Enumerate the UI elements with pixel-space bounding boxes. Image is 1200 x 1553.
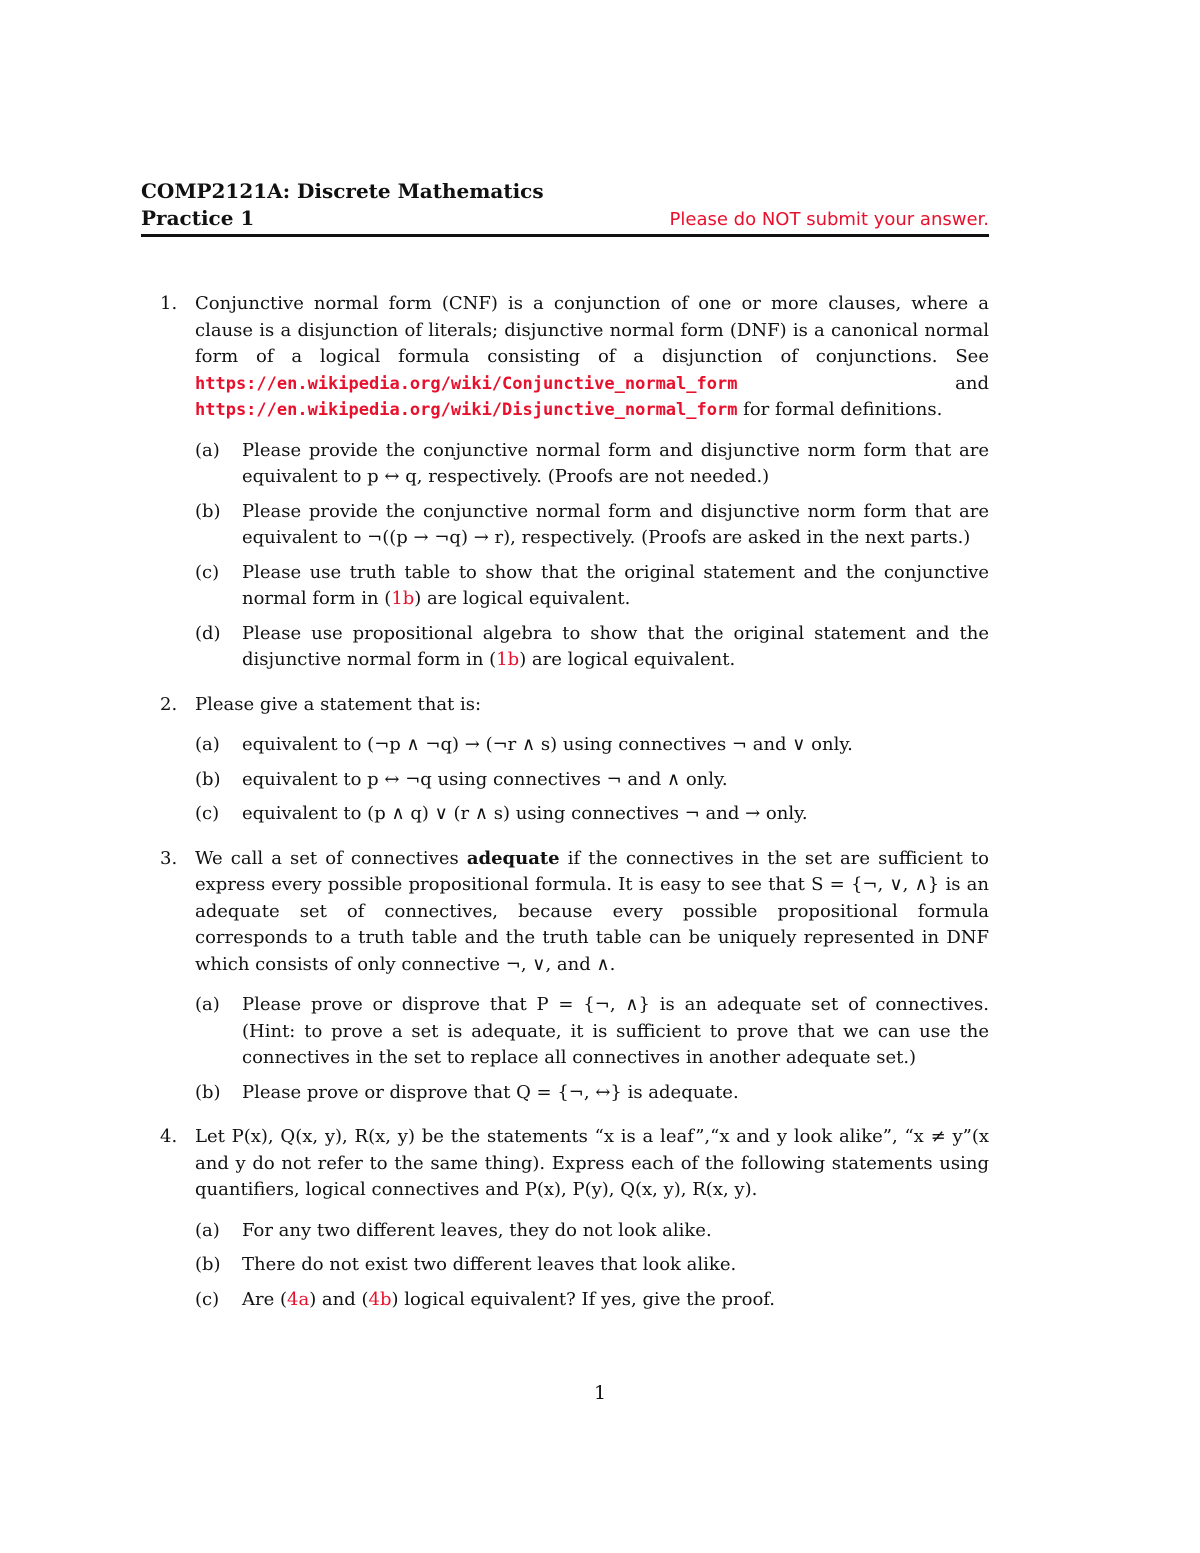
subquestion-1b — [195, 499, 989, 552]
subquestion-label: (a) — [195, 734, 220, 755]
subquestion-label: (b) — [195, 500, 221, 522]
dnf-link[interactable]: https://en.wikipedia.org/wiki/Disjunctive_normal_form — [195, 400, 738, 420]
question-text: Conjunctive normal form (CNF) is a conjunction of one or more clauses, where a clause is a disjunction of literals; disjunctive normal form (DNF) is a canonical normal form of a logical formula consisting of a disjunction of conjunctions. See https://en.wikipedia.org/wiki/Conjunctive_normal_form and https://en.wikipedia.org/wiki/Disjunctive_normal_form for formal definitions. — [195, 293, 989, 420]
subquestion-text: Please use truth table to show that the original statement and the conjunctive normal form in (1b) are logical equivalent. — [242, 561, 989, 609]
subquestion-list — [195, 1218, 989, 1314]
document-header — [141, 178, 989, 237]
subquestion-text: There do not exist two different leaves that look alike. — [242, 1254, 737, 1275]
subquestion-3a — [195, 992, 989, 1072]
header-subrow — [141, 205, 989, 232]
course-title: COMP2121A: Discrete Mathematics — [141, 179, 544, 203]
subquestion-label: (c) — [195, 1288, 220, 1310]
subquestion-text: Please prove or disprove that P = {¬, ∧} is an adequate set of connectives. (Hint: to prove a set is adequate, it is sufficient to prove that we can use the connectives in the set to replace all connectives in another adequate set.) — [242, 994, 989, 1068]
subquestion-list — [195, 732, 989, 828]
question-number: 3. — [160, 847, 178, 869]
submission-notice: Please do NOT submit your answer. — [669, 209, 989, 230]
subquestion-1c — [195, 560, 989, 613]
subquestion-label: (d) — [195, 622, 221, 644]
subquestion-2c — [195, 801, 989, 828]
subquestion-label: (c) — [195, 803, 220, 824]
question-body — [195, 692, 989, 836]
subquestion-text: equivalent to (p ∧ q) ∨ (r ∧ s) using connectives ¬ and → only. — [242, 803, 808, 824]
subquestion-4a — [195, 1218, 989, 1245]
question-number: 2. — [160, 693, 178, 715]
subquestion-text: Please provide the conjunctive normal form and disjunctive norm form that are equivalent to p ↔ q, respectively. (Proofs are not needed.) — [242, 439, 989, 487]
question-list — [160, 291, 989, 1331]
subquestion-list — [195, 992, 989, 1106]
page-number: 1 — [593, 1382, 607, 1404]
subquestion-2a — [195, 732, 989, 759]
subquestion-label: (a) — [195, 1219, 220, 1241]
subquestion-text: equivalent to (¬p ∧ ¬q) → (¬r ∧ s) using connectives ¬ and ∨ only. — [242, 734, 853, 755]
subquestion-text: For any two different leaves, they do not look alike. — [242, 1219, 712, 1241]
question-3 — [160, 846, 989, 1115]
ref-link-1b[interactable]: 1b — [496, 649, 520, 670]
question-body — [195, 291, 989, 682]
question-4 — [160, 1124, 989, 1321]
subquestion-text: equivalent to p ↔ ¬q using connectives ¬ and ∧ only. — [242, 768, 728, 790]
question-2 — [160, 692, 989, 836]
practice-label: Practice 1 — [141, 206, 255, 230]
subquestion-2b — [195, 767, 989, 794]
subquestion-label: (b) — [195, 1254, 221, 1275]
ref-link-4b[interactable]: 4b — [368, 1288, 392, 1310]
ref-link-1b[interactable]: 1b — [391, 588, 415, 609]
subquestion-label: (a) — [195, 439, 220, 461]
question-body — [195, 1124, 989, 1321]
subquestion-list — [195, 438, 989, 674]
subquestion-text: Please prove or disprove that Q = {¬, ↔} is adequate. — [242, 1081, 739, 1103]
ref-link-4a[interactable]: 4a — [287, 1288, 310, 1310]
subquestion-label: (b) — [195, 1081, 221, 1103]
question-number: 4. — [160, 1126, 178, 1147]
question-text: Let P(x), Q(x, y), R(x, y) be the statements “x is a leaf”,“x and y look alike”, “x ≠ y”(x and y do not refer to the same thing). Express each of the following statements using quantifiers, logical connectives and P(x), P(y), Q(x, y), R(x, y). — [195, 1126, 989, 1200]
subquestion-text: Please provide the conjunctive normal form and disjunctive norm form that are equivalent to ¬((p → ¬q) → r), respectively. (Proofs are asked in the next parts.) — [242, 500, 989, 548]
subquestion-4c — [195, 1287, 989, 1314]
question-text: Please give a statement that is: — [195, 693, 482, 715]
question-number: 1. — [160, 293, 178, 314]
adequate-term: adequate — [466, 847, 560, 869]
subquestion-label: (b) — [195, 768, 221, 790]
subquestion-text: Please use propositional algebra to show that the original statement and the disjunctive normal form in (1b) are logical equivalent. — [242, 622, 989, 670]
subquestion-3b — [195, 1080, 989, 1107]
subquestion-label: (a) — [195, 994, 220, 1015]
question-body — [195, 846, 989, 1115]
subquestion-1a — [195, 438, 989, 491]
question-text: We call a set of connectives adequate if the connectives in the set are sufficient to express every possible propositional formula. It is easy to see that S = {¬, ∨, ∧} is an adequate set of connectives, because every possible propositional formula corresponds to a truth table and the truth table can be uniquely represented in DNF which consists of only connective ¬, ∨, and ∧. — [195, 847, 989, 975]
subquestion-1d — [195, 621, 989, 674]
subquestion-label: (c) — [195, 561, 220, 583]
subquestion-text: Are (4a) and (4b) logical equivalent? If yes, give the proof. — [242, 1288, 776, 1310]
subquestion-4b — [195, 1252, 989, 1279]
question-1 — [160, 291, 989, 682]
header-rule — [141, 234, 989, 237]
cnf-link[interactable]: https://en.wikipedia.org/wiki/Conjunctive_normal_form — [195, 373, 738, 394]
